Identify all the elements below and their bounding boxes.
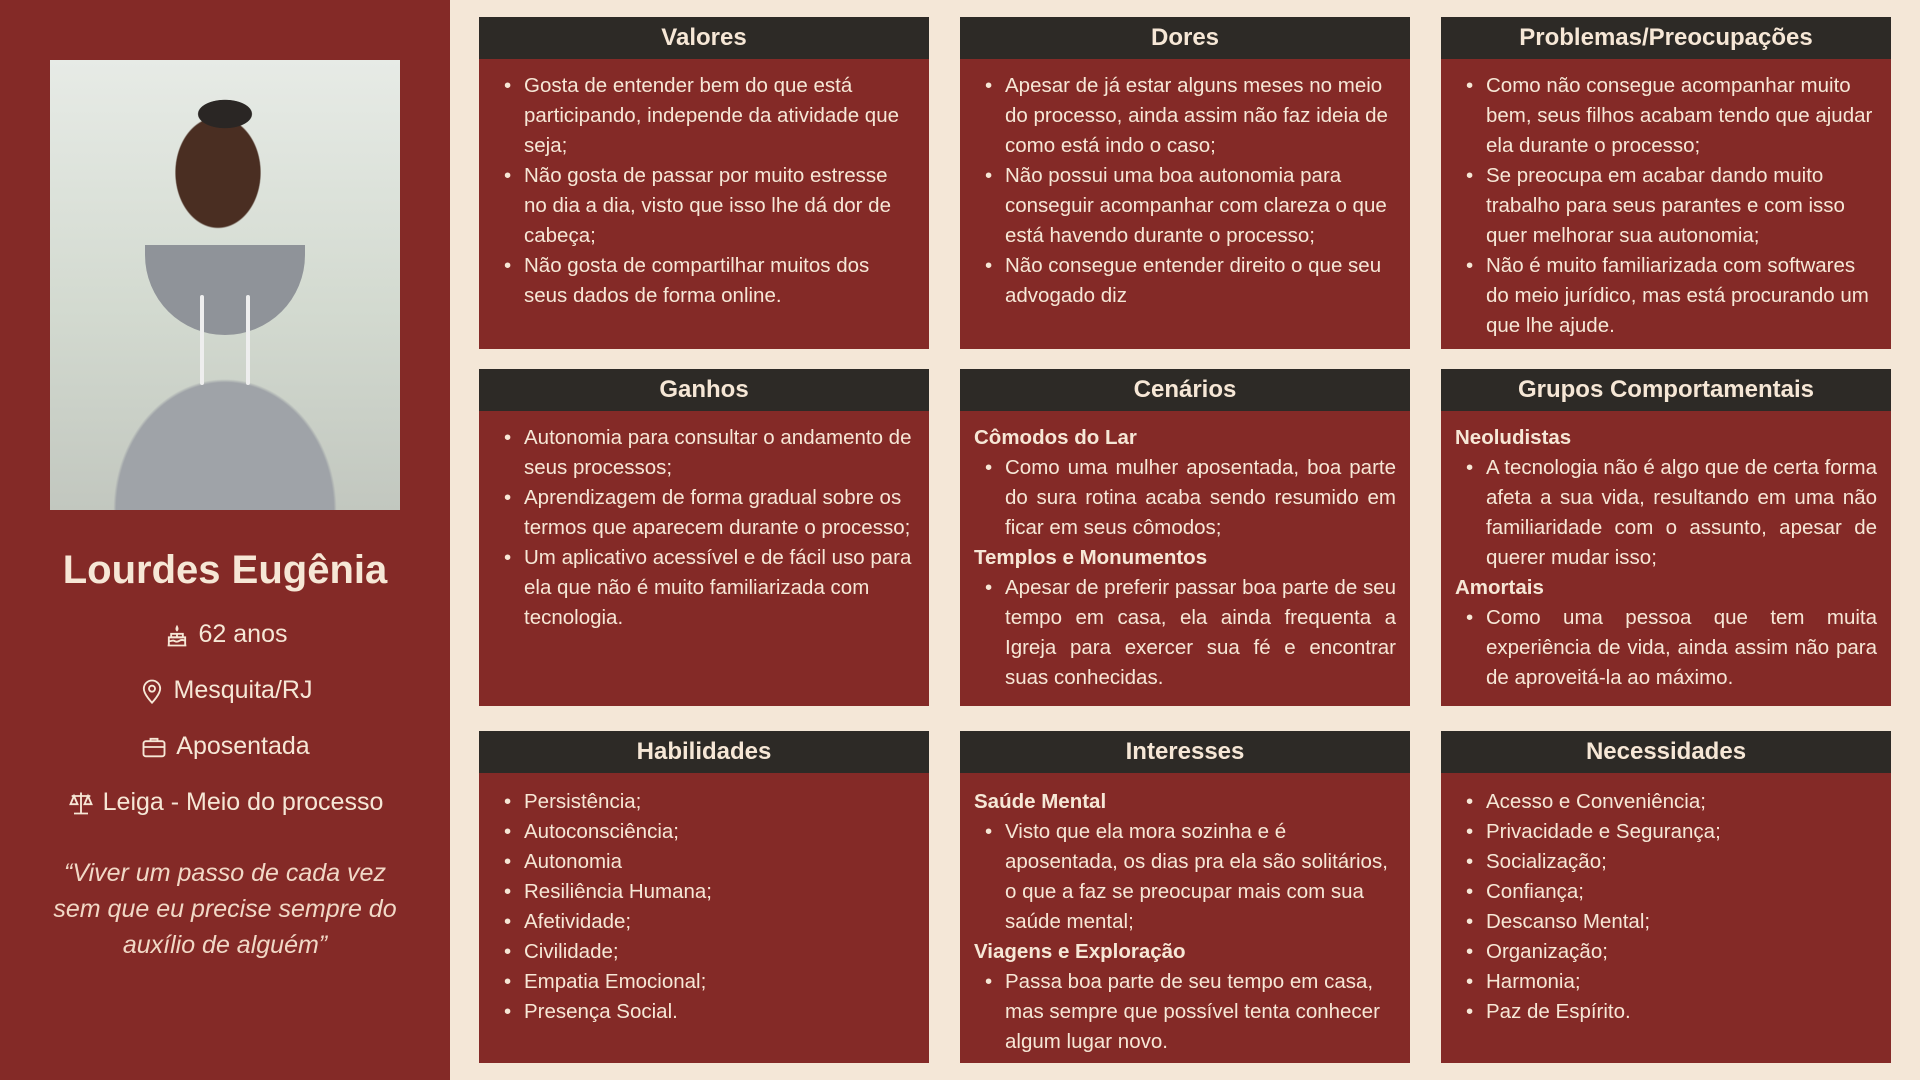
list-item: • Um aplicativo acessível e de fácil uso para ela que não é muito familiarizada com tecnologia.: [524, 543, 915, 633]
briefcase-icon: [140, 733, 168, 761]
list-item: • Acesso e Conveniência;: [1486, 787, 1877, 817]
card-cenarios: [960, 369, 1410, 706]
list-item: • Como uma pessoa que tem muita experiência de vida, ainda assim não para de aproveitá-la ao máximo.: [1486, 603, 1877, 693]
persona-location-text: Mesquita/RJ: [173, 676, 313, 704]
persona-photo: [50, 60, 400, 510]
list-item: • Autonomia para consultar o andamento de seus processos;: [524, 423, 915, 483]
card-title: Valores: [479, 17, 929, 59]
list-item: • Persistência;: [524, 787, 915, 817]
list-item: • Visto que ela mora sozinha e é aposentada, os dias pra ela são solitários, o que a faz se preocupar mais com sua saúde mental;: [1005, 817, 1396, 937]
list-item: • Como uma mulher aposentada, boa parte do sura rotina acaba sendo resumido em ficar em seus cômodos;: [1005, 453, 1396, 543]
card-title: Ganhos: [479, 369, 929, 411]
persona-occupation: [0, 732, 450, 761]
card-title: Grupos Comportamentais: [1441, 369, 1891, 411]
persona-name: Lourdes Eugênia: [62, 548, 388, 592]
card-subtitle: Saúde Mental: [974, 790, 1107, 813]
persona-occupation-text: Aposentada: [176, 732, 310, 760]
persona-location: [0, 676, 450, 705]
list-item: • Apesar de já estar alguns meses no meio do processo, ainda assim não faz ideia de como está indo o caso;: [1005, 71, 1396, 161]
photo-hood-shape: [145, 245, 305, 335]
card-title: Habilidades: [479, 731, 929, 773]
list-item: • Apesar de preferir passar boa parte de seu tempo em casa, ela ainda frequenta a Igreja para exercer sua fé e encontrar suas conhecidas.: [1005, 573, 1396, 693]
list-item: • Organização;: [1486, 937, 1877, 967]
list-item: • Se preocupa em acabar dando muito trabalho para seus parantes e com isso quer melhorar sua autonomia;: [1486, 161, 1877, 251]
list-item: • Afetividade;: [524, 907, 915, 937]
list-item: • Harmonia;: [1486, 967, 1877, 997]
list-item: • Privacidade e Segurança;: [1486, 817, 1877, 847]
card-title: Necessidades: [1441, 731, 1891, 773]
list-item: • Resiliência Humana;: [524, 877, 915, 907]
card-subtitle: Neoludistas: [1455, 426, 1572, 449]
card-body: [1441, 59, 1891, 341]
card-title: Problemas/Preocupações: [1441, 17, 1891, 59]
list-item: • Passa boa parte de seu tempo em casa, mas sempre que possível tenta conhecer algum lugar novo.: [1005, 967, 1396, 1057]
persona-legal-status: [0, 788, 450, 817]
list-item: • Paz de Espírito.: [1486, 997, 1877, 1027]
card-problemas: [1441, 17, 1891, 349]
card-habilidades: [479, 731, 929, 1063]
list-item: • Autoconsciência;: [524, 817, 915, 847]
card-necessidades: [1441, 731, 1891, 1063]
card-subtitle: Viagens e Exploração: [974, 940, 1186, 963]
photo-string-shape: [200, 295, 204, 385]
list-item: • Não gosta de passar por muito estresse no dia a dia, visto que isso lhe dá dor de cabeça;: [524, 161, 915, 251]
list-item: • Autonomia: [524, 847, 915, 877]
list-item: • Confiança;: [1486, 877, 1877, 907]
card-interesses: [960, 731, 1410, 1063]
persona-age-text: 62 anos: [198, 620, 288, 648]
persona-quote: “Viver um passo de cada vez sem que eu precise sempre do auxílio de alguém”: [53, 859, 397, 959]
card-body: [1441, 773, 1891, 1027]
card-subtitle: Amortais: [1455, 576, 1544, 599]
list-item: • Presença Social.: [524, 997, 915, 1027]
card-title: Cenários: [960, 369, 1410, 411]
card-body: [479, 59, 929, 311]
list-item: • A tecnologia não é algo que de certa forma afeta a sua vida, resultando em uma não familiaridade com o assunto, apesar de querer mudar isso;: [1486, 453, 1877, 573]
list-item: • Descanso Mental;: [1486, 907, 1877, 937]
scales-icon: [67, 789, 95, 817]
card-body: [960, 773, 1410, 1057]
card-title: Interesses: [960, 731, 1410, 773]
list-item: • Não é muito familiarizada com softwares do meio jurídico, mas está procurando um que lhe ajude.: [1486, 251, 1877, 341]
list-item: • Não consegue entender direito o que seu advogado diz: [1005, 251, 1396, 311]
card-body: [1441, 411, 1891, 693]
card-subtitle: Templos e Monumentos: [974, 546, 1208, 569]
persona-legal-status-text: Leiga - Meio do processo: [102, 788, 384, 816]
list-item: • Gosta de entender bem do que está participando, independe da atividade que seja;: [524, 71, 915, 161]
card-body: [960, 411, 1410, 693]
card-dores: [960, 17, 1410, 349]
list-item: • Socialização;: [1486, 847, 1877, 877]
list-item: • Como não consegue acompanhar muito bem, seus filhos acabam tendo que ajudar ela durante o processo;: [1486, 71, 1877, 161]
cake-icon: [163, 621, 191, 649]
list-item: • Não possui uma boa autonomia para conseguir acompanhar com clareza o que está havendo durante o processo;: [1005, 161, 1396, 251]
card-grupos: [1441, 369, 1891, 706]
card-title: Dores: [960, 17, 1410, 59]
card-body: [479, 411, 929, 633]
card-body: [960, 59, 1410, 311]
list-item: • Empatia Emocional;: [524, 967, 915, 997]
list-item: • Não gosta de compartilhar muitos dos seus dados de forma online.: [524, 251, 915, 311]
list-item: • Aprendizagem de forma gradual sobre os termos que aparecem durante o processo;: [524, 483, 915, 543]
card-body: [479, 773, 929, 1027]
photo-string-shape: [246, 295, 250, 385]
map-pin-icon: [138, 677, 166, 705]
card-valores: [479, 17, 929, 349]
card-ganhos: [479, 369, 929, 706]
persona-sidebar: [0, 0, 450, 1080]
card-subtitle: Cômodos do Lar: [974, 426, 1137, 449]
persona-age: [0, 620, 450, 649]
list-item: • Civilidade;: [524, 937, 915, 967]
